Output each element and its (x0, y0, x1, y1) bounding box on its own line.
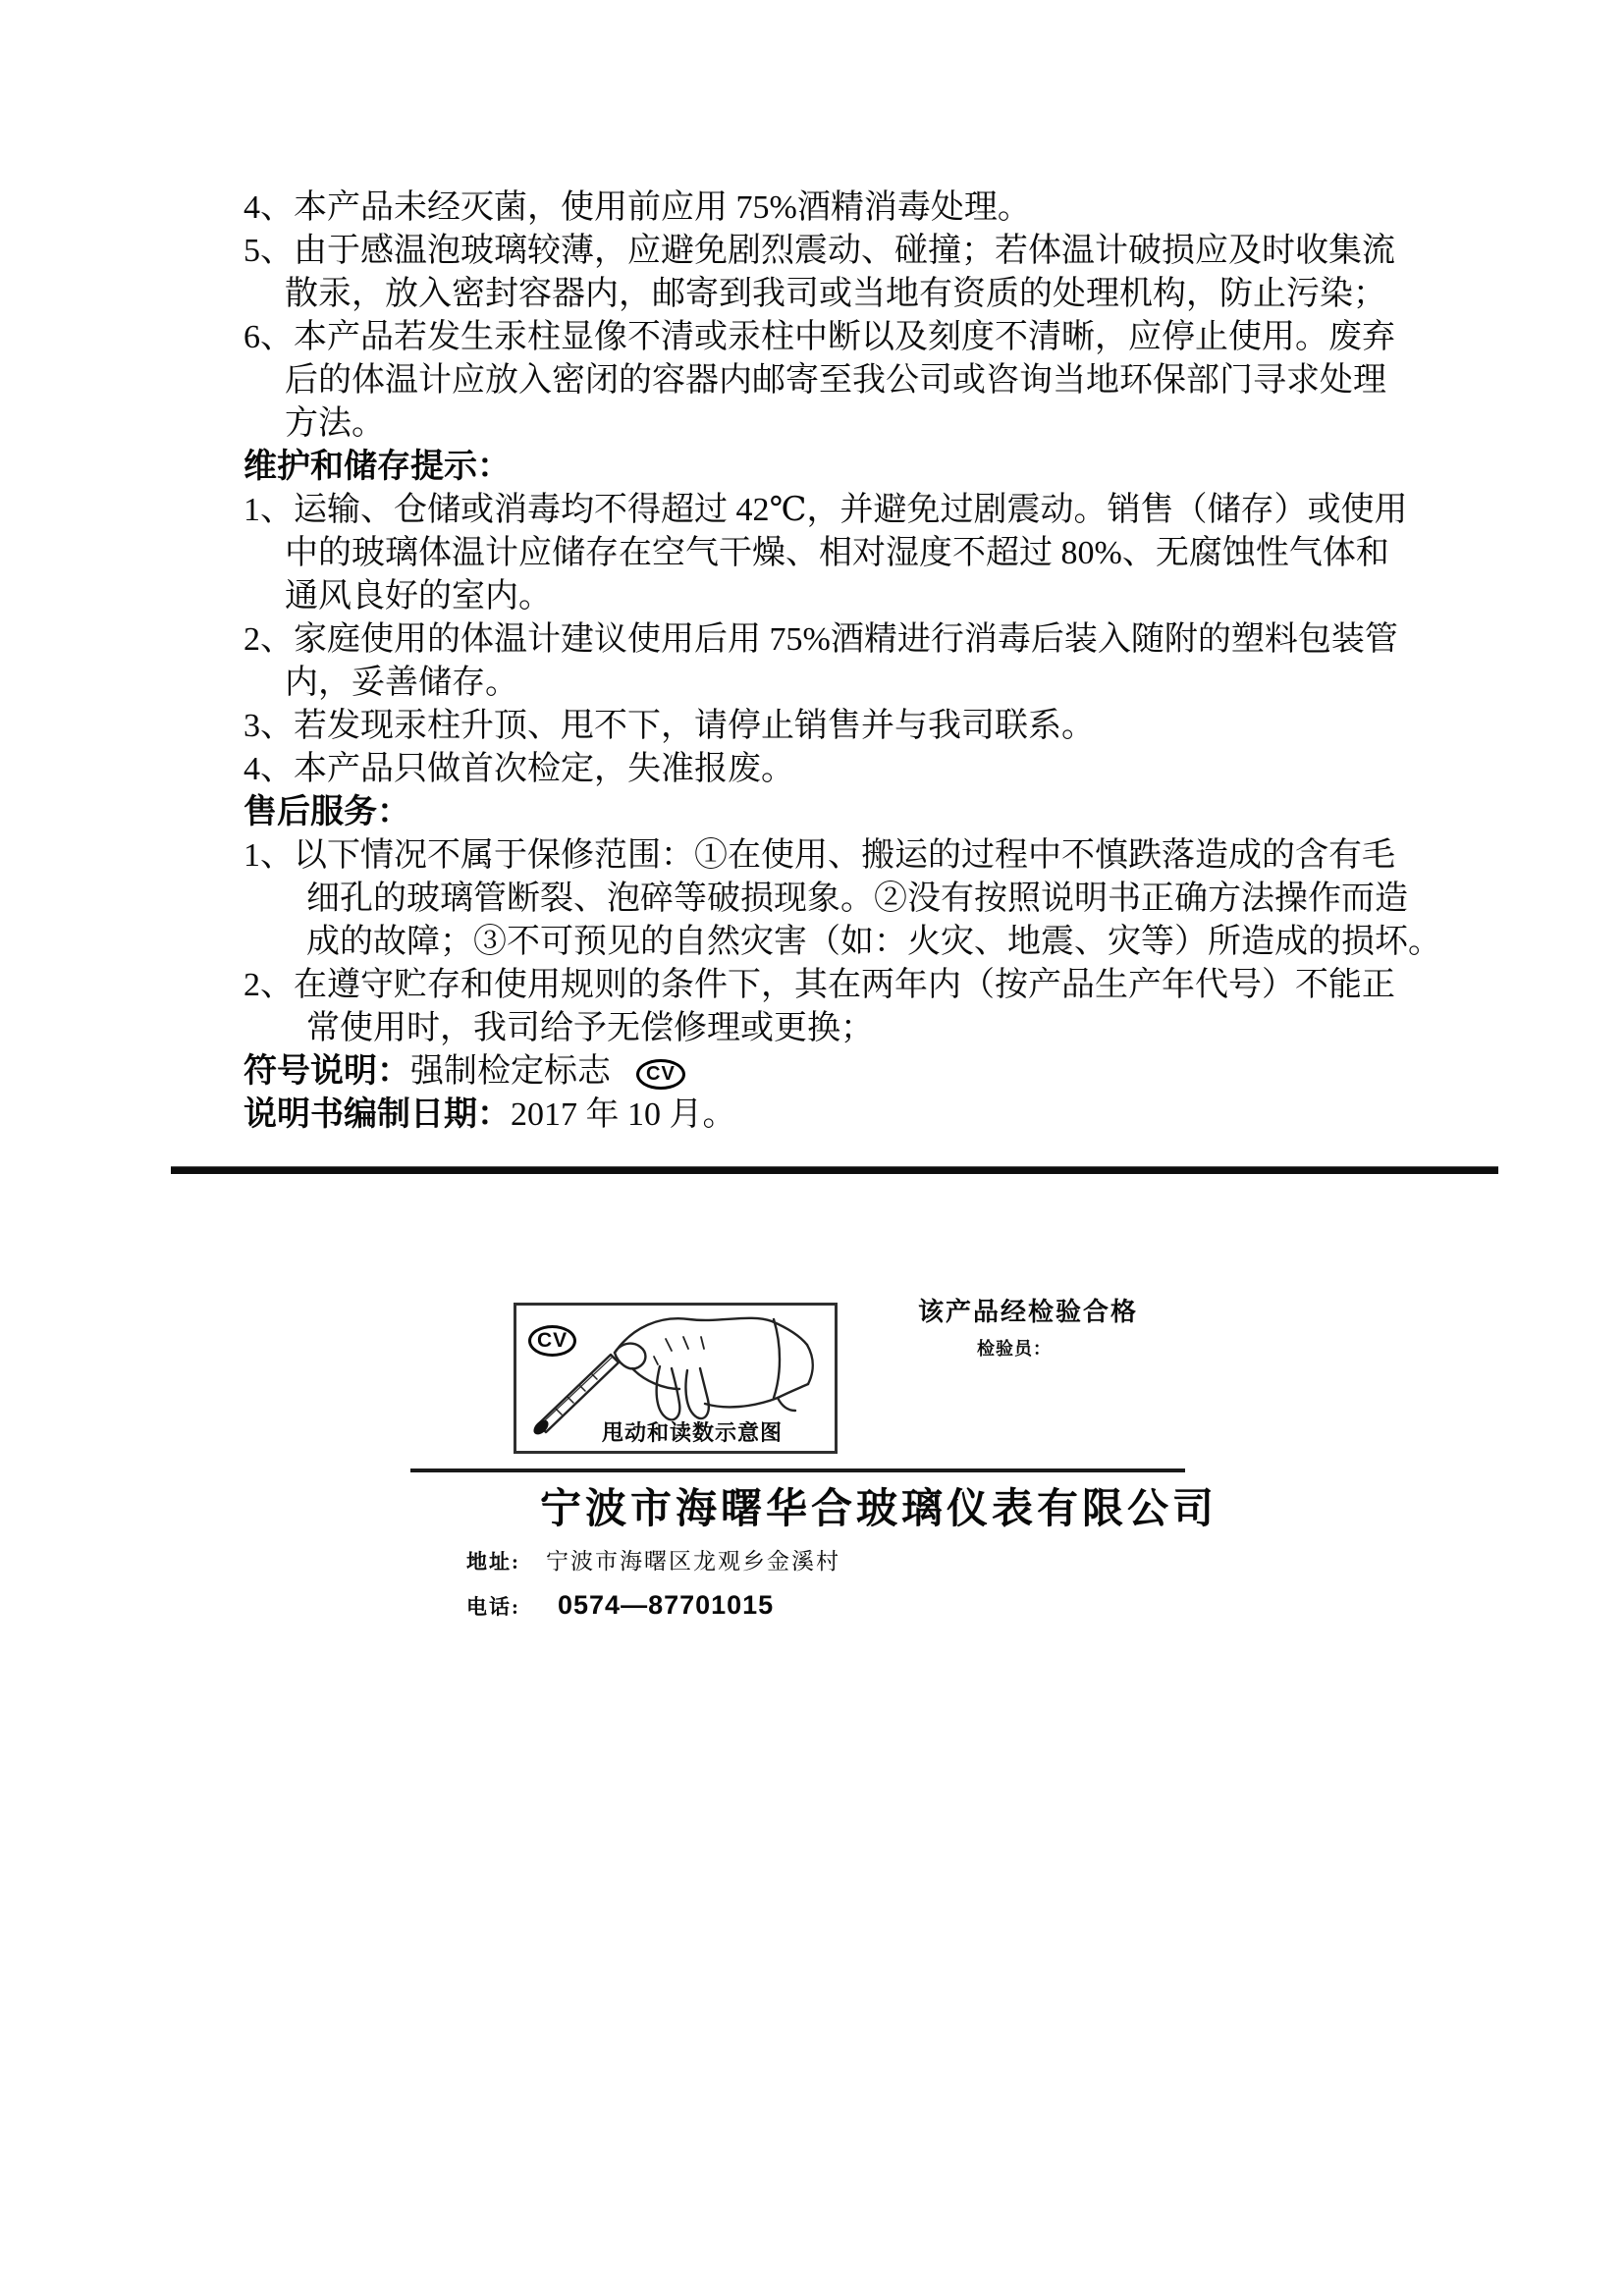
text-segment: 强制检定标志 (410, 1053, 611, 1090)
phone-row (466, 1590, 774, 1621)
address-label: 地址: (466, 1550, 520, 1574)
text-segment: 后的体温计应放入密闭的容器内邮寄至我公司或咨询当地环保部门寻求处理 (285, 362, 1386, 399)
text-segment: 通风良好的室内。 (285, 578, 552, 614)
company-divider (410, 1468, 1185, 1472)
text-line (244, 618, 1481, 662)
text-segment: 2、在遵守贮存和使用规则的条件下，其在两年内（按产品生产年代号）不能正 (244, 967, 1395, 1003)
text-line (244, 1007, 1481, 1050)
text-line (244, 705, 1481, 748)
address-row (466, 1543, 840, 1575)
text-line (244, 575, 1481, 618)
text-segment: 散汞，放入密封容器内，邮寄到我司或当地有资质的处理机构，防止污染； (285, 276, 1386, 312)
inspector-label: 检验员： (977, 1339, 1052, 1359)
text-line (244, 489, 1481, 532)
text-line (244, 1050, 1481, 1094)
text-line (244, 402, 1481, 446)
text-line (244, 359, 1481, 402)
text-segment: 符号说明： (244, 1053, 410, 1090)
text-segment: 说明书编制日期： (244, 1096, 511, 1133)
inspection-pass-text: 该产品经检验合格 (918, 1298, 1139, 1326)
text-line (244, 662, 1481, 705)
text-segment: 2017 年 10 月。 (511, 1096, 736, 1133)
illustration-caption: 甩动和读数示意图 (601, 1420, 783, 1445)
text-line (244, 921, 1481, 964)
text-segment: 售后服务： (244, 794, 410, 830)
text-line (244, 273, 1481, 316)
text-segment: 6、本产品若发生汞柱显像不清或汞柱中断以及刻度不清晰，应停止使用。废弃 (244, 319, 1395, 355)
text-segment: 3、若发现汞柱升顶、甩不下，请停止销售并与我司联系。 (244, 708, 1095, 744)
document-body (244, 187, 1481, 1137)
phone-label: 电话: (466, 1595, 520, 1619)
text-segment: 中的玻璃体温计应储存在空气干燥、相对湿度不超过 80%、无腐蚀性气体和 (285, 535, 1389, 571)
inspection-block (918, 1292, 1138, 1361)
text-segment: 维护和储存提示： (244, 449, 511, 485)
text-line (244, 187, 1481, 230)
text-segment: 4、本产品未经灭菌，使用前应用 75%酒精消毒处理。 (244, 189, 1031, 226)
address-value: 宁波市海曙区龙观乡金溪村 (546, 1549, 840, 1574)
cv-mark-icon: CV (528, 1325, 576, 1357)
text-line (244, 1094, 1481, 1137)
text-segment: 1、运输、仓储或消毒均不得超过 42℃，并避免过剧震动。销售（储存）或使用 (244, 492, 1408, 528)
text-line (244, 878, 1481, 921)
phone-value: 0574—87701015 (558, 1590, 775, 1620)
shake-illustration-box (514, 1303, 838, 1454)
text-line (244, 446, 1481, 489)
text-line (244, 316, 1481, 359)
company-name: 宁波市海曙华合玻璃仪表有限公司 (540, 1487, 1218, 1532)
text-segment: 1、以下情况不属于保修范围：①在使用、搬运的过程中不慎跌落造成的含有毛 (244, 837, 1395, 874)
section-divider (171, 1166, 1498, 1174)
cv-mark-icon: CV (636, 1059, 685, 1090)
text-segment: 4、本产品只做首次检定，失准报废。 (244, 751, 794, 787)
text-segment: 成的故障；③不可预见的自然灾害（如：火灾、地震、灾等）所造成的损坏。 (306, 924, 1441, 960)
text-line (244, 791, 1481, 834)
text-segment: 细孔的玻璃管断裂、泡碎等破损现象。②没有按照说明书正确方法操作而造 (306, 881, 1408, 917)
text-line (244, 230, 1481, 273)
text-segment: 方法。 (285, 405, 385, 442)
text-line (244, 748, 1481, 791)
text-line (244, 834, 1481, 878)
text-segment: 常使用时，我司给予无偿修理或更换； (306, 1010, 874, 1046)
text-segment: 5、由于感温泡玻璃较薄，应避免剧烈震动、碰撞；若体温计破损应及时收集流 (244, 233, 1395, 269)
text-line (244, 532, 1481, 575)
text-line (244, 964, 1481, 1007)
text-segment: 内，妥善储存。 (285, 665, 518, 701)
text-segment: 2、家庭使用的体温计建议使用后用 75%酒精进行消毒后装入随附的塑料包装管 (244, 621, 1398, 658)
